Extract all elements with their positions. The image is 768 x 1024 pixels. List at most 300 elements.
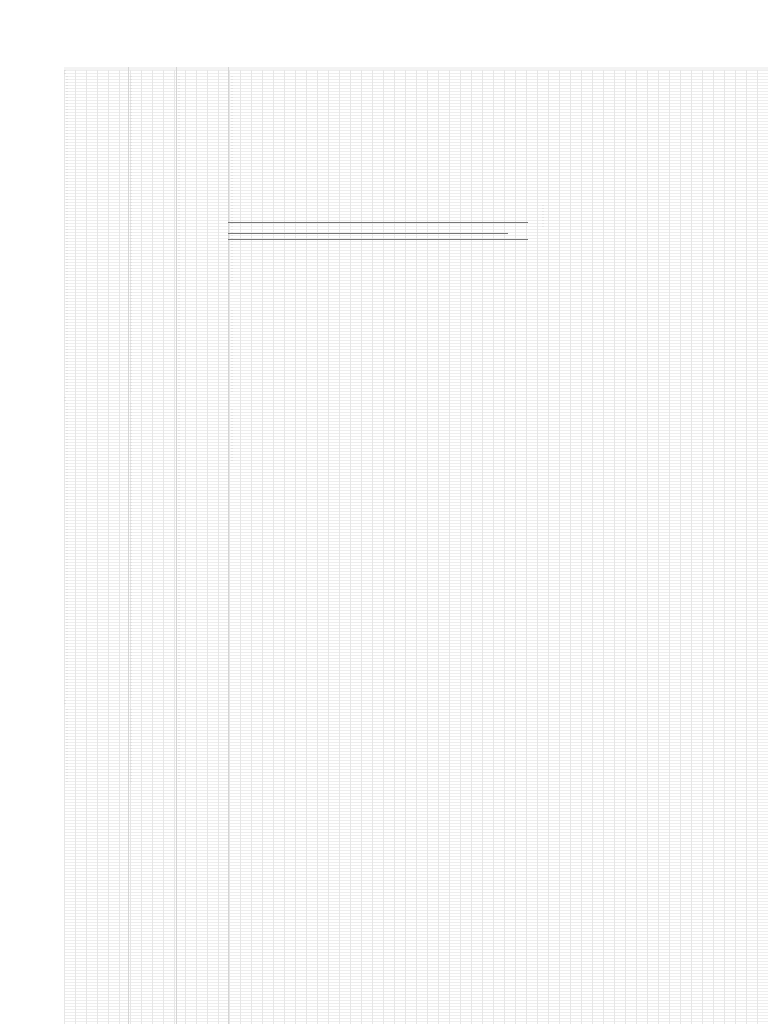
cell-date[interactable]: … — [178, 121, 180, 123]
cell-date[interactable]: … — [178, 571, 180, 573]
cell-date[interactable]: … — [178, 142, 180, 144]
cell-name[interactable]: … — [130, 82, 132, 84]
cell-name[interactable]: … — [130, 88, 132, 90]
cell-name[interactable]: … — [130, 763, 132, 765]
cell-date[interactable]: … — [178, 196, 180, 198]
cell-date[interactable]: … — [178, 355, 180, 357]
cell-date[interactable]: … — [178, 721, 180, 723]
cell-name[interactable]: … — [130, 532, 132, 534]
cell-name[interactable]: … — [130, 322, 132, 324]
cell-date[interactable]: … — [178, 499, 180, 501]
cell-note[interactable]: … — [231, 223, 233, 225]
cell-note[interactable]: … — [231, 229, 233, 231]
cell-id[interactable]: … — [66, 757, 68, 759]
cell-id[interactable]: … — [66, 82, 68, 84]
cell-date[interactable]: … — [178, 562, 180, 564]
cell-date[interactable]: … — [178, 190, 180, 192]
cell-name[interactable]: … — [130, 511, 132, 513]
cell-note[interactable]: … — [231, 382, 233, 384]
cell-id[interactable]: … — [66, 556, 68, 558]
cell-id[interactable]: … — [66, 295, 68, 297]
cell-date[interactable]: … — [178, 226, 180, 228]
cell-note[interactable]: … — [231, 244, 233, 246]
cell-date[interactable]: … — [178, 481, 180, 483]
cell-note[interactable]: … — [231, 337, 233, 339]
cell-name[interactable]: … — [130, 559, 132, 561]
cell-note[interactable]: … — [231, 118, 233, 120]
cell-id[interactable]: … — [66, 448, 68, 450]
cell-id[interactable]: … — [66, 190, 68, 192]
cell-date[interactable]: … — [178, 664, 180, 666]
cell-name[interactable]: … — [130, 430, 132, 432]
cell-id[interactable]: … — [66, 622, 68, 624]
cell-name[interactable]: … — [130, 193, 132, 195]
cell-name[interactable]: … — [130, 328, 132, 330]
cell-id[interactable]: … — [66, 589, 68, 591]
cell-name[interactable]: … — [130, 277, 132, 279]
cell-note[interactable]: … — [231, 235, 233, 237]
cell-note[interactable]: … — [231, 442, 233, 444]
cell-id[interactable]: … — [66, 199, 68, 201]
cell-name[interactable]: … — [130, 139, 132, 141]
cell-name[interactable]: … — [130, 694, 132, 696]
cell-id[interactable]: … — [66, 640, 68, 642]
cell-name[interactable]: … — [130, 196, 132, 198]
cell-id[interactable]: … — [66, 187, 68, 189]
cell-name[interactable]: … — [130, 727, 132, 729]
cell-note[interactable]: … — [231, 217, 233, 219]
cell-id[interactable]: … — [66, 658, 68, 660]
cell-name[interactable]: … — [130, 376, 132, 378]
cell-id[interactable]: … — [66, 541, 68, 543]
cell-date[interactable]: … — [178, 598, 180, 600]
cell-name[interactable]: … — [130, 163, 132, 165]
cell-date[interactable]: … — [178, 286, 180, 288]
cell-id[interactable]: … — [66, 238, 68, 240]
cell-id[interactable]: … — [66, 313, 68, 315]
cell-name[interactable]: … — [130, 640, 132, 642]
cell-id[interactable]: … — [66, 508, 68, 510]
cell-date[interactable]: … — [178, 451, 180, 453]
cell-note[interactable]: … — [231, 175, 233, 177]
cell-name[interactable]: … — [130, 256, 132, 258]
cell-name[interactable]: … — [130, 721, 132, 723]
cell-id[interactable]: … — [66, 355, 68, 357]
cell-date[interactable]: … — [178, 220, 180, 222]
cell-id[interactable]: … — [66, 115, 68, 117]
cell-id[interactable]: … — [66, 547, 68, 549]
cell-id[interactable]: … — [66, 274, 68, 276]
cell-id[interactable]: … — [66, 709, 68, 711]
cell-name[interactable]: … — [130, 214, 132, 216]
cell-note[interactable]: … — [231, 199, 233, 201]
cell-date[interactable]: … — [178, 517, 180, 519]
cell-date[interactable]: … — [178, 643, 180, 645]
cell-id[interactable]: … — [66, 382, 68, 384]
cell-note[interactable]: … — [231, 85, 233, 87]
cell-name[interactable]: … — [130, 247, 132, 249]
cell-name[interactable]: … — [130, 493, 132, 495]
cell-name[interactable]: … — [130, 589, 132, 591]
cell-date[interactable]: … — [178, 292, 180, 294]
cell-date[interactable]: … — [178, 454, 180, 456]
cell-id[interactable]: … — [66, 751, 68, 753]
cell-date[interactable]: … — [178, 709, 180, 711]
cell-id[interactable]: … — [66, 283, 68, 285]
cell-id[interactable]: … — [66, 88, 68, 90]
cell-note[interactable]: … — [231, 334, 233, 336]
cell-note[interactable]: … — [231, 418, 233, 420]
cell-id[interactable]: … — [66, 271, 68, 273]
cell-id[interactable]: … — [66, 514, 68, 516]
cell-name[interactable]: … — [130, 178, 132, 180]
cell-name[interactable]: … — [130, 556, 132, 558]
cell-id[interactable]: … — [66, 163, 68, 165]
cell-name[interactable]: … — [130, 130, 132, 132]
cell-name[interactable]: … — [130, 172, 132, 174]
cell-name[interactable]: … — [130, 745, 132, 747]
cell-name[interactable]: … — [130, 568, 132, 570]
cell-id[interactable]: … — [66, 304, 68, 306]
cell-name[interactable]: … — [130, 718, 132, 720]
cell-id[interactable]: … — [66, 262, 68, 264]
cell-date[interactable]: … — [178, 679, 180, 681]
cell-date[interactable]: … — [178, 358, 180, 360]
cell-id[interactable]: … — [66, 460, 68, 462]
cell-date[interactable]: … — [178, 388, 180, 390]
cell-id[interactable]: … — [66, 361, 68, 363]
cell-id[interactable]: … — [66, 616, 68, 618]
cell-id[interactable]: … — [66, 208, 68, 210]
cell-name[interactable]: … — [130, 340, 132, 342]
cell-name[interactable]: … — [130, 643, 132, 645]
cell-date[interactable]: … — [178, 421, 180, 423]
cell-date[interactable]: … — [178, 145, 180, 147]
cell-id[interactable]: … — [66, 649, 68, 651]
cell-id[interactable]: … — [66, 328, 68, 330]
cell-id[interactable]: … — [66, 85, 68, 87]
cell-note[interactable]: … — [231, 115, 233, 117]
cell-note[interactable]: … — [231, 163, 233, 165]
cell-date[interactable]: … — [178, 760, 180, 762]
cell-id[interactable]: … — [66, 607, 68, 609]
cell-name[interactable]: … — [130, 175, 132, 177]
cell-date[interactable]: … — [178, 385, 180, 387]
cell-name[interactable]: … — [130, 490, 132, 492]
cell-date[interactable]: … — [178, 778, 180, 780]
cell-date[interactable]: … — [178, 682, 180, 684]
cell-name[interactable]: … — [130, 577, 132, 579]
cell-name[interactable]: … — [130, 514, 132, 516]
cell-id[interactable]: … — [66, 529, 68, 531]
cell-date[interactable]: … — [178, 352, 180, 354]
cell-flag[interactable]: … — [542, 220, 544, 222]
cell-name[interactable]: … — [130, 652, 132, 654]
cell-id[interactable]: … — [66, 277, 68, 279]
cell-id[interactable]: … — [66, 586, 68, 588]
cell-id[interactable]: … — [66, 520, 68, 522]
cell-date[interactable]: … — [178, 157, 180, 159]
cell-note[interactable]: … — [231, 172, 233, 174]
cell-name[interactable]: … — [130, 547, 132, 549]
cell-name[interactable]: … — [130, 742, 132, 744]
cell-date[interactable]: … — [178, 166, 180, 168]
cell-date[interactable]: … — [178, 79, 180, 81]
cell-date[interactable]: … — [178, 538, 180, 540]
cell-date[interactable]: … — [178, 103, 180, 105]
cell-id[interactable]: … — [66, 349, 68, 351]
cell-name[interactable]: … — [130, 781, 132, 783]
cell-date[interactable]: … — [178, 202, 180, 204]
cell-note[interactable]: … — [231, 100, 233, 102]
cell-name[interactable]: … — [130, 169, 132, 171]
cell-name[interactable]: … — [130, 268, 132, 270]
cell-name[interactable]: … — [130, 160, 132, 162]
cell-id[interactable]: … — [66, 481, 68, 483]
cell-name[interactable]: … — [130, 754, 132, 756]
cell-id[interactable]: … — [66, 478, 68, 480]
cell-name[interactable]: … — [130, 775, 132, 777]
cell-date[interactable]: … — [178, 127, 180, 129]
cell-id[interactable]: … — [66, 97, 68, 99]
cell-id[interactable]: … — [66, 265, 68, 267]
cell-name[interactable]: … — [130, 517, 132, 519]
cell-note[interactable]: … — [231, 193, 233, 195]
cell-date[interactable]: … — [178, 382, 180, 384]
cell-name[interactable]: … — [130, 667, 132, 669]
cell-note[interactable]: … — [231, 208, 233, 210]
cell-date[interactable]: … — [178, 502, 180, 504]
cell-name[interactable]: … — [130, 463, 132, 465]
cell-name[interactable]: … — [130, 244, 132, 246]
cell-date[interactable]: … — [178, 622, 180, 624]
cell-date[interactable]: … — [178, 544, 180, 546]
cell-note[interactable]: … — [231, 370, 233, 372]
cell-note[interactable]: … — [231, 439, 233, 441]
cell-note[interactable]: … — [231, 157, 233, 159]
cell-note[interactable]: … — [231, 133, 233, 135]
cell-note[interactable]: … — [231, 319, 233, 321]
cell-name[interactable]: … — [130, 379, 132, 381]
cell-date[interactable]: … — [178, 577, 180, 579]
cell-date[interactable]: … — [178, 556, 180, 558]
cell-name[interactable]: … — [130, 631, 132, 633]
cell-date[interactable]: … — [178, 568, 180, 570]
cell-date[interactable]: … — [178, 256, 180, 258]
cell-date[interactable]: … — [178, 298, 180, 300]
cell-name[interactable]: … — [130, 241, 132, 243]
cell-id[interactable]: … — [66, 310, 68, 312]
cell-date[interactable]: … — [178, 661, 180, 663]
cell-date[interactable]: … — [178, 625, 180, 627]
cell-id[interactable]: … — [66, 100, 68, 102]
cell-note[interactable]: … — [231, 166, 233, 168]
cell-date[interactable]: … — [178, 328, 180, 330]
cell-id[interactable]: … — [66, 424, 68, 426]
cell-date[interactable]: … — [178, 631, 180, 633]
cell-name[interactable]: … — [130, 349, 132, 351]
cell-date[interactable]: … — [178, 133, 180, 135]
cell-name[interactable]: … — [130, 442, 132, 444]
cell-id[interactable]: … — [66, 484, 68, 486]
cell-name[interactable]: … — [130, 190, 132, 192]
cell-date[interactable]: … — [178, 82, 180, 84]
cell-id[interactable]: … — [66, 457, 68, 459]
cell-note[interactable]: … — [231, 313, 233, 315]
cell-name[interactable]: … — [130, 226, 132, 228]
cell-date[interactable]: … — [178, 655, 180, 657]
cell-id[interactable]: … — [66, 490, 68, 492]
cell-id[interactable]: … — [66, 280, 68, 282]
cell-name[interactable]: … — [130, 259, 132, 261]
cell-id[interactable]: … — [66, 91, 68, 93]
cell-name[interactable]: … — [130, 274, 132, 276]
cell-name[interactable]: … — [130, 526, 132, 528]
cell-date[interactable]: … — [178, 691, 180, 693]
cell-date[interactable]: … — [178, 184, 180, 186]
cell-id[interactable]: … — [66, 160, 68, 162]
cell-date[interactable]: … — [178, 418, 180, 420]
cell-date[interactable]: … — [178, 310, 180, 312]
cell-id[interactable]: … — [66, 139, 68, 141]
cell-id[interactable]: … — [66, 169, 68, 171]
cell-note[interactable]: … — [231, 316, 233, 318]
cell-name[interactable]: … — [130, 433, 132, 435]
cell-note[interactable]: … — [231, 169, 233, 171]
cell-id[interactable]: … — [66, 289, 68, 291]
cell-name[interactable]: … — [130, 106, 132, 108]
cell-note[interactable]: … — [231, 274, 233, 276]
cell-date[interactable]: … — [178, 484, 180, 486]
cell-date[interactable]: … — [178, 415, 180, 417]
cell-id[interactable]: … — [66, 721, 68, 723]
cell-note[interactable]: … — [231, 247, 233, 249]
cell-id[interactable]: … — [66, 352, 68, 354]
cell-id[interactable]: … — [66, 427, 68, 429]
cell-id[interactable]: … — [66, 562, 68, 564]
cell-id[interactable]: … — [66, 469, 68, 471]
cell-name[interactable]: … — [130, 133, 132, 135]
cell-id[interactable]: … — [66, 748, 68, 750]
cell-id[interactable]: … — [66, 211, 68, 213]
cell-id[interactable]: … — [66, 202, 68, 204]
cell-name[interactable]: … — [130, 103, 132, 105]
cell-id[interactable]: … — [66, 214, 68, 216]
cell-id[interactable]: … — [66, 157, 68, 159]
cell-name[interactable]: … — [130, 235, 132, 237]
cell-date[interactable]: … — [178, 91, 180, 93]
cell-name[interactable]: … — [130, 505, 132, 507]
cell-date[interactable]: … — [178, 463, 180, 465]
cell-name[interactable]: … — [130, 535, 132, 537]
cell-note[interactable]: … — [231, 121, 233, 123]
cell-date[interactable]: … — [178, 733, 180, 735]
cell-note[interactable]: … — [231, 148, 233, 150]
cell-name[interactable]: … — [130, 115, 132, 117]
cell-name[interactable]: … — [130, 352, 132, 354]
cell-id[interactable]: … — [66, 754, 68, 756]
cell-id[interactable]: … — [66, 664, 68, 666]
cell-date[interactable]: … — [178, 472, 180, 474]
cell-id[interactable]: … — [66, 598, 68, 600]
cell-name[interactable]: … — [130, 361, 132, 363]
cell-id[interactable]: … — [66, 577, 68, 579]
cell-name[interactable]: … — [130, 202, 132, 204]
cell-date[interactable]: … — [178, 541, 180, 543]
cell-date[interactable]: … — [178, 466, 180, 468]
cell-name[interactable]: … — [130, 148, 132, 150]
cell-note[interactable]: … — [231, 436, 233, 438]
cell-date[interactable]: … — [178, 76, 180, 78]
cell-id[interactable]: … — [66, 667, 68, 669]
cell-id[interactable]: … — [66, 367, 68, 369]
cell-date[interactable]: … — [178, 406, 180, 408]
cell-date[interactable]: … — [178, 301, 180, 303]
cell-id[interactable]: … — [66, 364, 68, 366]
cell-name[interactable]: … — [130, 262, 132, 264]
cell-name[interactable]: … — [130, 487, 132, 489]
cell-date[interactable]: … — [178, 268, 180, 270]
cell-name[interactable]: … — [130, 370, 132, 372]
cell-id[interactable]: … — [66, 256, 68, 258]
cell-date[interactable]: … — [178, 697, 180, 699]
cell-name[interactable]: … — [130, 301, 132, 303]
cell-id[interactable]: … — [66, 325, 68, 327]
cell-id[interactable]: … — [66, 625, 68, 627]
cell-date[interactable]: … — [178, 433, 180, 435]
cell-date[interactable]: … — [178, 331, 180, 333]
cell-name[interactable]: … — [130, 469, 132, 471]
cell-date[interactable]: … — [178, 208, 180, 210]
cell-date[interactable]: … — [178, 487, 180, 489]
cell-date[interactable]: … — [178, 274, 180, 276]
cell-id[interactable]: … — [66, 466, 68, 468]
cell-date[interactable]: … — [178, 187, 180, 189]
cell-note[interactable]: … — [231, 106, 233, 108]
cell-date[interactable]: … — [178, 583, 180, 585]
cell-date[interactable]: … — [178, 718, 180, 720]
cell-id[interactable]: … — [66, 337, 68, 339]
cell-name[interactable]: … — [130, 211, 132, 213]
cell-note[interactable]: … — [231, 340, 233, 342]
cell-name[interactable]: … — [130, 289, 132, 291]
cell-name[interactable]: … — [130, 142, 132, 144]
cell-name[interactable]: … — [130, 154, 132, 156]
cell-id[interactable]: … — [66, 727, 68, 729]
cell-date[interactable]: … — [178, 469, 180, 471]
cell-note[interactable]: … — [231, 151, 233, 153]
cell-name[interactable]: … — [130, 679, 132, 681]
cell-id[interactable]: … — [66, 454, 68, 456]
cell-name[interactable]: … — [130, 544, 132, 546]
cell-note[interactable]: … — [231, 139, 233, 141]
cell-date[interactable]: … — [178, 589, 180, 591]
cell-date[interactable]: … — [178, 367, 180, 369]
cell-id[interactable]: … — [66, 493, 68, 495]
cell-date[interactable]: … — [178, 205, 180, 207]
cell-name[interactable]: … — [130, 733, 132, 735]
cell-name[interactable]: … — [130, 760, 132, 762]
cell-id[interactable]: … — [66, 523, 68, 525]
cell-name[interactable]: … — [130, 616, 132, 618]
cell-name[interactable]: … — [130, 625, 132, 627]
cell-date[interactable]: … — [178, 376, 180, 378]
cell-note[interactable]: … — [231, 448, 233, 450]
cell-date[interactable]: … — [178, 109, 180, 111]
cell-name[interactable]: … — [130, 466, 132, 468]
cell-name[interactable]: … — [130, 646, 132, 648]
cell-name[interactable]: … — [130, 673, 132, 675]
